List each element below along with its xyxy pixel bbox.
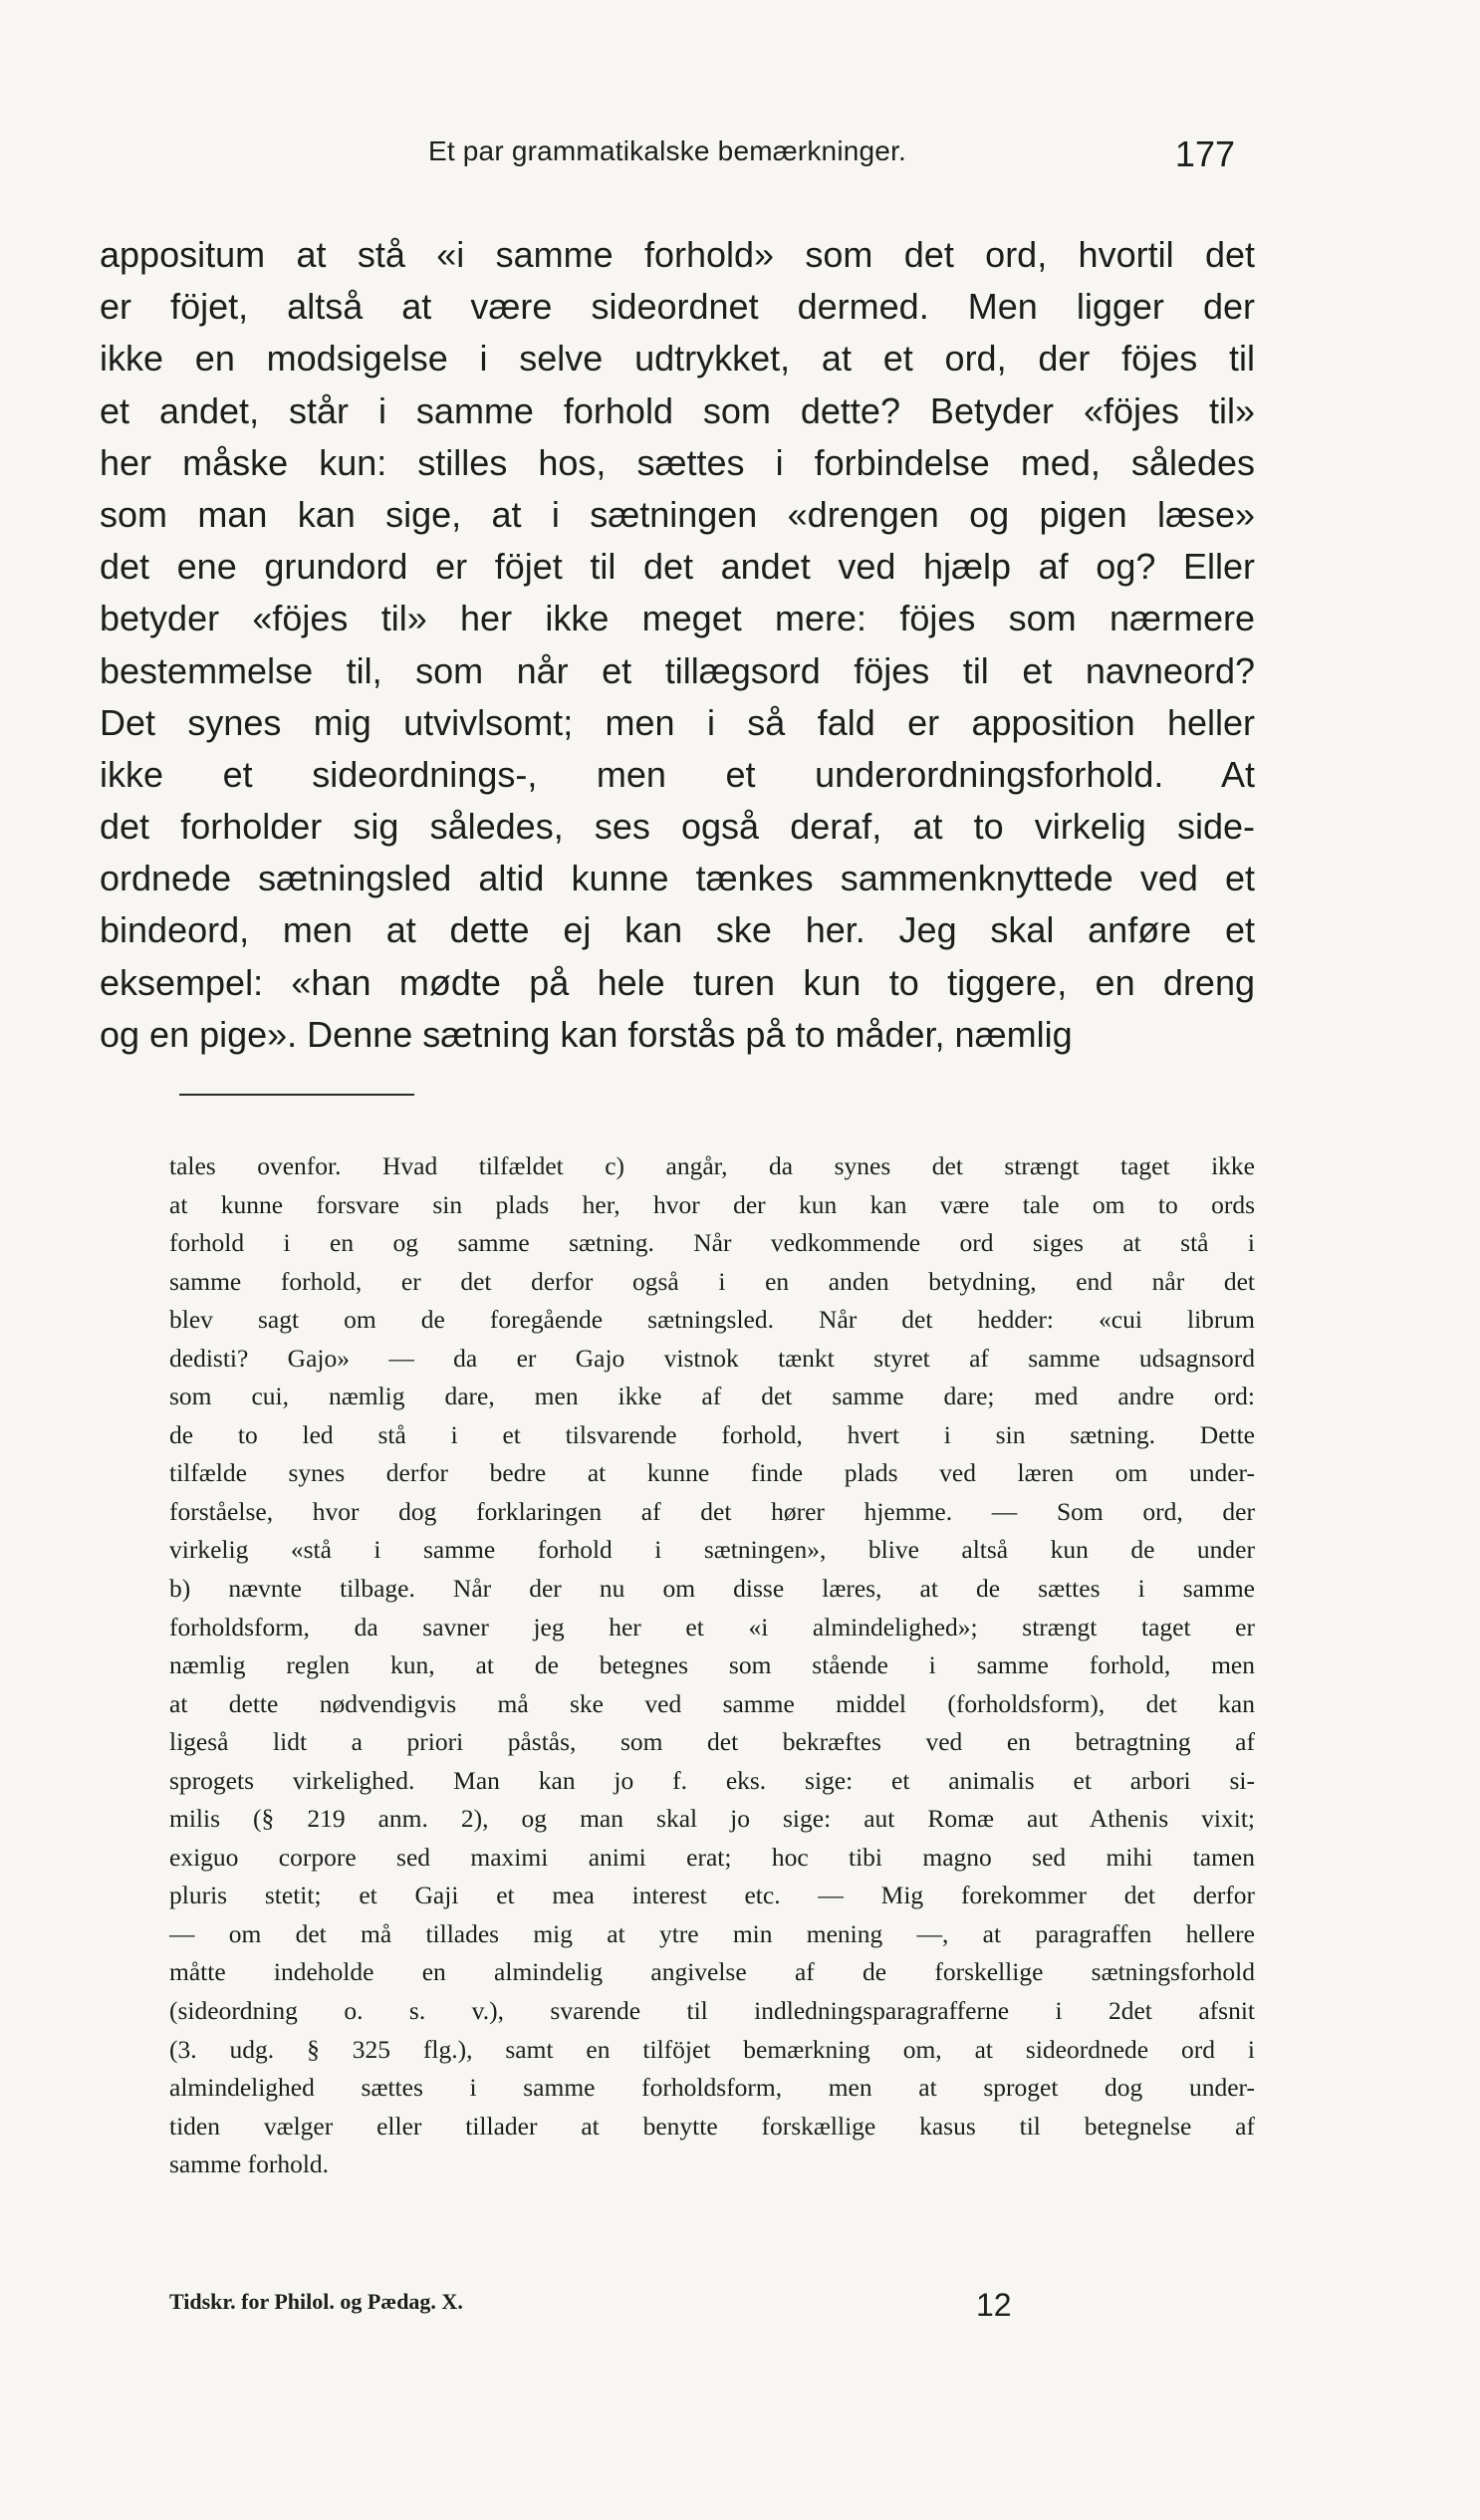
text-line: det forholder sig således, ses også deraf, at to virkelig side- (100, 806, 1255, 848)
footnote-line: de to led stå i et tilsvarende forhold, hvert i sin sætning. Dette (169, 1419, 1255, 1449)
footnote-line: dedisti? Gajo» — da er Gajo vistnok tænkt styret af samme udsagnsord (169, 1343, 1255, 1373)
footnote-line: pluris stetit; et Gaji et mea interest etc. — Mig forekommer det derfor (169, 1881, 1255, 1910)
text-line: ikke en modsigelse i selve udtrykket, at et ord, der föjes til (100, 338, 1255, 379)
text-line: bindeord, men at dette ej kan ske her. Jeg skal anføre et (100, 909, 1255, 951)
footnote-line: næmlig reglen kun, at de betegnes som stående i samme forhold, men (169, 1650, 1255, 1680)
footnote-line: ligeså lidt a priori påstås, som det bekræftes ved en betragtning af (169, 1727, 1255, 1757)
footnote-line: måtte indeholde en almindelig angivelse af de forskellige sætningsforhold (169, 1957, 1255, 1987)
running-header (100, 127, 1235, 177)
text-line: eksempel: «han mødte på hele turen kun to tiggere, en dreng (100, 961, 1255, 1003)
footnote-line: forhold i en og samme sætning. Når vedkommende ord siges at stå i (169, 1228, 1255, 1258)
page-number: 177 (1174, 133, 1235, 174)
running-title: Et par grammatikalske bemærkninger. (427, 135, 907, 166)
footnote-line: som cui, næmlig dare, men ikke af det samme dare; med andre ord: (169, 1382, 1255, 1411)
text-line: appositum at stå «i samme forhold» som det ord, hvortil det (100, 234, 1255, 275)
signature-mark: Tidskr. for Philol. og Pædag. X. (169, 2289, 463, 2314)
footnote-line: sprogets virkelighed. Man kan jo f. eks. sige: et animalis et arbori si- (169, 1765, 1255, 1795)
footnote-line: tiden vælger eller tillader at benytte forskællige kasus til betegnelse af (169, 2111, 1255, 2141)
footnote-line: (sideordning o. s. v.), svarende til indledningsparagrafferne i 2det afsnit (169, 1996, 1255, 2026)
text-line: er föjet, altså at være sideordnet dermed. Men ligger der (100, 286, 1255, 328)
footnote-line: — om det må tillades mig at ytre min mening —, at paragraffen hellere (169, 1918, 1255, 1948)
text-line: betyder «föjes til» her ikke meget mere: föjes som nærmere (100, 598, 1255, 639)
footnote-separator (179, 1094, 414, 1096)
footnote-line: b) nævnte tilbage. Når der nu om disse læres, at de sættes i samme (169, 1574, 1255, 1604)
footnote-line: at dette nødvendigvis må ske ved samme middel (forholdsform), det kan (169, 1688, 1255, 1718)
footnote (169, 1147, 1255, 2184)
footnote-line: exiguo corpore sed maximi animi erat; hoc tibi magno sed mihi tamen (169, 1842, 1255, 1872)
text-line: bestemmelse til, som når et tillægsord föjes til et navneord? (100, 649, 1255, 691)
footnote-line: milis (§ 219 anm. 2), og man skal jo sige: aut Romæ aut Athenis vixit; (169, 1804, 1255, 1834)
sheet-number: 12 (976, 2287, 1012, 2323)
footnote-line: at kunne forsvare sin plads her, hvor der kun kan være tale om to ords (169, 1189, 1255, 1219)
text-line: et andet, står i samme forhold som dette? Betyder «föjes til» (100, 389, 1255, 431)
main-text (100, 229, 1255, 1061)
text-line: ordnede sætningsled altid kunne tænkes sammenknyttede ved et (100, 858, 1255, 899)
footnote-line: tales ovenfor. Hvad tilfældet c) angår, da synes det strængt taget ikke (169, 1151, 1255, 1180)
footnote-line: forståelse, hvor dog forklaringen af det hører hjemme. — Som ord, der (169, 1496, 1255, 1526)
footnote-line: (3. udg. § 325 flg.), samt en tilföjet bemærkning om, at sideordnede ord i (169, 2034, 1255, 2064)
text-line: det ene grundord er föjet til det andet ved hjælp af og? Eller (100, 546, 1255, 588)
text-line: her måske kun: stilles hos, sættes i forbindelse med, således (100, 441, 1255, 483)
text-line: som man kan sige, at i sætningen «drengen og pigen læse» (100, 493, 1255, 535)
text-line: ikke et sideordnings-, men et underordningsforhold. At (100, 753, 1255, 795)
footnote-line: samme forhold, er det derfor også i en anden betydning, end når det (169, 1266, 1255, 1296)
footnote-line: blev sagt om de foregående sætningsled. Når det hedder: «cui librum (169, 1305, 1255, 1335)
text-line: Det synes mig utvivlsomt; men i så fald er apposition heller (100, 701, 1255, 743)
text-line: og en pige». Denne sætning kan forstås på to måder, næmlig (100, 1013, 1073, 1055)
footnote-line: almindelighed sættes i samme forholdsform, men at sproget dog under- (169, 2073, 1255, 2103)
footnote-line: virkelig «stå i samme forhold i sætningen», blive altså kun de under (169, 1535, 1255, 1565)
footnote-line: forholdsform, da savner jeg her et «i almindelighed»; strængt taget er (169, 1612, 1255, 1641)
footnote-line: samme forhold. (169, 2149, 330, 2179)
footnote-line: tilfælde synes derfor bedre at kunne finde plads ved læren om under- (169, 1458, 1255, 1488)
